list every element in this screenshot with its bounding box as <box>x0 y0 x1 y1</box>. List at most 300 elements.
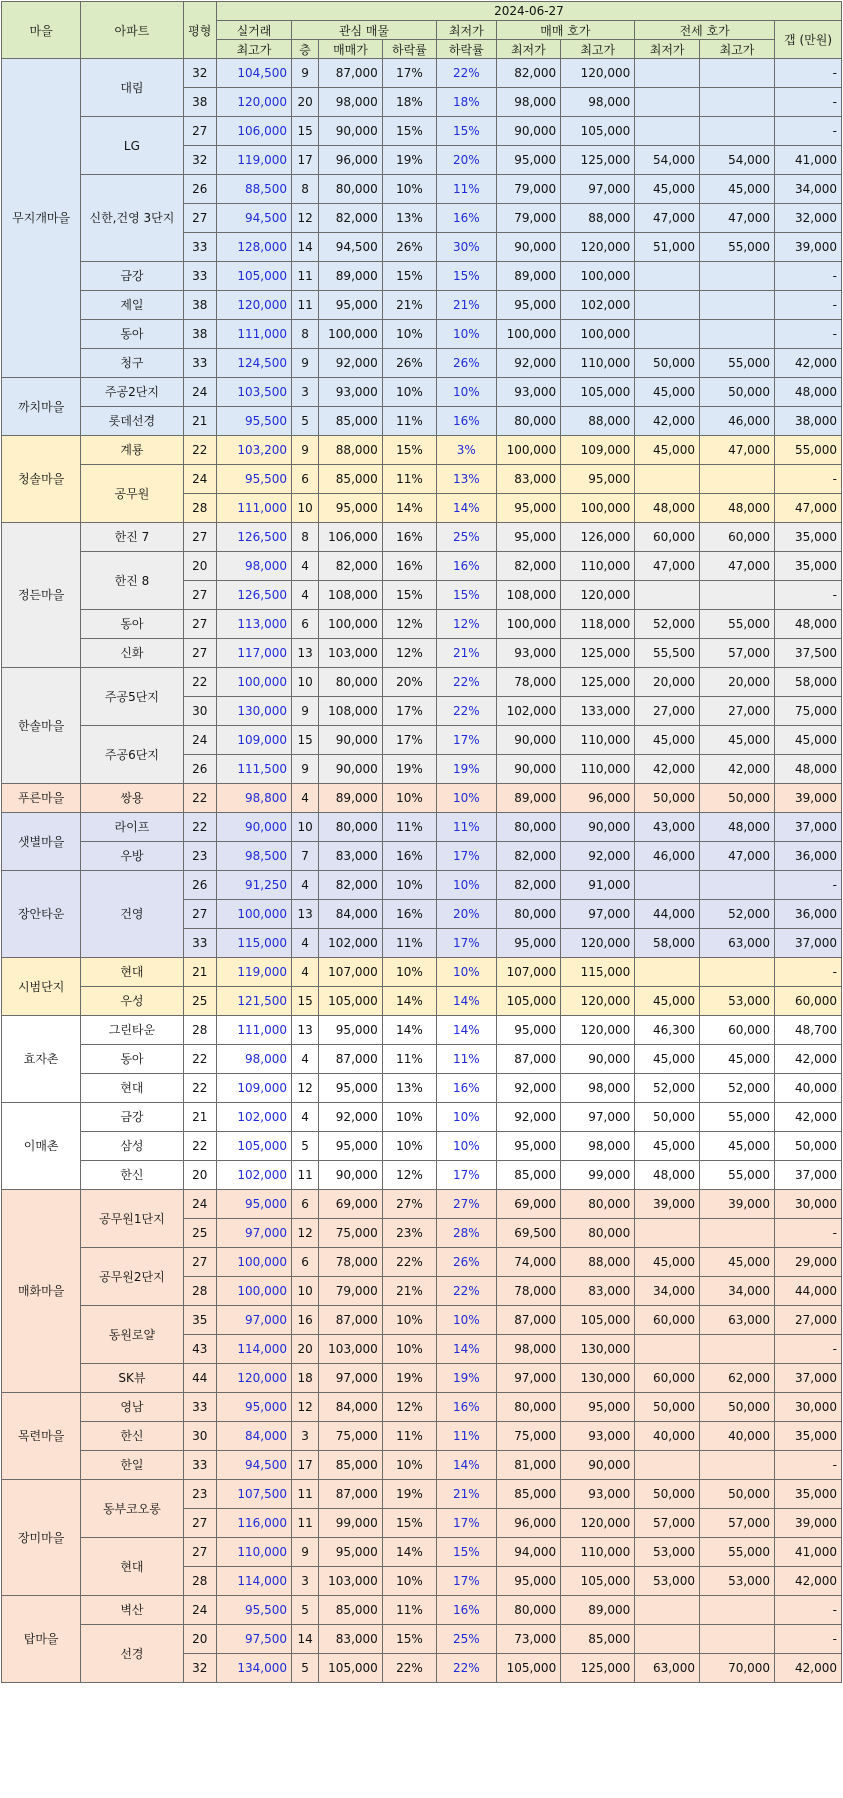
cell-price: 89,000 <box>319 262 383 291</box>
cell-sale-min: 83,000 <box>496 465 561 494</box>
cell-price: 89,000 <box>319 784 383 813</box>
cell-sale-min: 95,000 <box>496 1016 561 1045</box>
apartment-name: 신한,건영 3단지 <box>81 175 183 262</box>
village-name: 이매촌 <box>2 1103 81 1190</box>
cell-floor: 15 <box>292 987 319 1016</box>
cell-drop-rate: 11% <box>382 1045 436 1074</box>
cell-jeonse-min: 55,500 <box>635 639 700 668</box>
table-row <box>2 59 842 88</box>
cell-size: 24 <box>183 465 216 494</box>
cell-floor: 13 <box>292 1016 319 1045</box>
header-interest: 관심 매물 <box>292 21 437 40</box>
cell-jeonse-max: 55,000 <box>699 1103 774 1132</box>
cell-price: 84,000 <box>319 900 383 929</box>
cell-gap: 50,000 <box>775 1132 842 1161</box>
cell-floor: 9 <box>292 1538 319 1567</box>
cell-price: 79,000 <box>319 1277 383 1306</box>
cell-size: 32 <box>183 146 216 175</box>
cell-jeonse-max: 45,000 <box>699 1248 774 1277</box>
cell-gap: - <box>775 1625 842 1654</box>
cell-sale-min: 92,000 <box>496 1074 561 1103</box>
village-name: 시범단지 <box>2 958 81 1016</box>
cell-sale-max: 125,000 <box>561 639 635 668</box>
cell-sale-min: 80,000 <box>496 813 561 842</box>
cell-low-drop-rate: 30% <box>437 233 496 262</box>
cell-jeonse-max <box>699 59 774 88</box>
header-real-trade: 실거래 <box>216 21 291 40</box>
cell-real-max: 95,500 <box>216 1596 291 1625</box>
cell-drop-rate: 10% <box>382 958 436 987</box>
cell-sale-max: 125,000 <box>561 1654 635 1683</box>
cell-jeonse-max: 47,000 <box>699 204 774 233</box>
cell-price: 99,000 <box>319 1509 383 1538</box>
cell-jeonse-max: 50,000 <box>699 1393 774 1422</box>
cell-sale-max: 100,000 <box>561 262 635 291</box>
cell-size: 22 <box>183 1074 216 1103</box>
cell-sale-max: 90,000 <box>561 813 635 842</box>
header-price: 매매가 <box>319 40 383 59</box>
cell-low-drop-rate: 16% <box>437 1393 496 1422</box>
cell-gap: 42,000 <box>775 1654 842 1683</box>
cell-gap: 37,000 <box>775 1364 842 1393</box>
cell-gap: 48,000 <box>775 755 842 784</box>
cell-real-max: 106,000 <box>216 117 291 146</box>
cell-low-drop-rate: 14% <box>437 494 496 523</box>
cell-sale-min: 94,000 <box>496 1538 561 1567</box>
cell-jeonse-max: 55,000 <box>699 1161 774 1190</box>
price-table <box>1 1 842 1683</box>
cell-sale-max: 105,000 <box>561 1306 635 1335</box>
cell-drop-rate: 17% <box>382 697 436 726</box>
table-row <box>2 1074 842 1103</box>
apartment-name: 동원로얄 <box>81 1306 183 1364</box>
cell-jeonse-max <box>699 117 774 146</box>
cell-real-max: 114,000 <box>216 1567 291 1596</box>
cell-low-drop-rate: 17% <box>437 929 496 958</box>
apartment-name: 계룡 <box>81 436 183 465</box>
apartment-name: 한진 7 <box>81 523 183 552</box>
cell-sale-min: 78,000 <box>496 1277 561 1306</box>
cell-floor: 14 <box>292 233 319 262</box>
cell-real-max: 97,000 <box>216 1219 291 1248</box>
cell-sale-min: 69,000 <box>496 1190 561 1219</box>
cell-price: 95,000 <box>319 1132 383 1161</box>
cell-drop-rate: 26% <box>382 233 436 262</box>
cell-floor: 16 <box>292 1306 319 1335</box>
cell-price: 85,000 <box>319 1596 383 1625</box>
cell-jeonse-min: 52,000 <box>635 1074 700 1103</box>
cell-jeonse-max: 57,000 <box>699 639 774 668</box>
apartment-name: 대림 <box>81 59 183 117</box>
apartment-name: 공무원 <box>81 465 183 523</box>
cell-floor: 4 <box>292 929 319 958</box>
cell-drop-rate: 10% <box>382 1103 436 1132</box>
cell-jeonse-max: 40,000 <box>699 1422 774 1451</box>
cell-real-max: 98,500 <box>216 842 291 871</box>
header-row-1 <box>2 2 842 21</box>
cell-sale-max: 125,000 <box>561 146 635 175</box>
cell-size: 23 <box>183 1480 216 1509</box>
cell-jeonse-max: 60,000 <box>699 523 774 552</box>
cell-gap: 55,000 <box>775 436 842 465</box>
cell-price: 87,000 <box>319 1480 383 1509</box>
cell-real-max: 120,000 <box>216 88 291 117</box>
cell-price: 95,000 <box>319 291 383 320</box>
cell-drop-rate: 12% <box>382 639 436 668</box>
cell-floor: 12 <box>292 204 319 233</box>
cell-floor: 17 <box>292 146 319 175</box>
cell-price: 83,000 <box>319 1625 383 1654</box>
cell-sale-min: 80,000 <box>496 1596 561 1625</box>
cell-low-drop-rate: 14% <box>437 1451 496 1480</box>
cell-floor: 9 <box>292 755 319 784</box>
table-row <box>2 175 842 204</box>
table-row <box>2 1625 842 1654</box>
cell-price: 92,000 <box>319 349 383 378</box>
cell-drop-rate: 10% <box>382 1451 436 1480</box>
cell-size: 43 <box>183 1335 216 1364</box>
cell-floor: 11 <box>292 262 319 291</box>
cell-sale-max: 80,000 <box>561 1219 635 1248</box>
cell-size: 27 <box>183 1248 216 1277</box>
apartment-name: SK뷰 <box>81 1364 183 1393</box>
cell-price: 100,000 <box>319 320 383 349</box>
cell-price: 78,000 <box>319 1248 383 1277</box>
cell-low-drop-rate: 20% <box>437 900 496 929</box>
cell-drop-rate: 11% <box>382 1422 436 1451</box>
cell-jeonse-min: 45,000 <box>635 1045 700 1074</box>
cell-sale-max: 118,000 <box>561 610 635 639</box>
cell-drop-rate: 12% <box>382 1393 436 1422</box>
cell-jeonse-min <box>635 465 700 494</box>
cell-real-max: 111,500 <box>216 755 291 784</box>
cell-size: 33 <box>183 262 216 291</box>
cell-jeonse-max: 53,000 <box>699 1567 774 1596</box>
cell-floor: 10 <box>292 494 319 523</box>
cell-size: 24 <box>183 378 216 407</box>
cell-jeonse-min: 45,000 <box>635 175 700 204</box>
table-row <box>2 378 842 407</box>
cell-low-drop-rate: 16% <box>437 552 496 581</box>
cell-low-drop-rate: 26% <box>437 349 496 378</box>
table-row <box>2 842 842 871</box>
cell-gap: 39,000 <box>775 1509 842 1538</box>
cell-drop-rate: 10% <box>382 1132 436 1161</box>
cell-size: 25 <box>183 1219 216 1248</box>
cell-gap: 35,000 <box>775 1480 842 1509</box>
cell-size: 33 <box>183 1393 216 1422</box>
apartment-name: 공무원1단지 <box>81 1190 183 1248</box>
apartment-name: 금강 <box>81 1103 183 1132</box>
cell-real-max: 84,000 <box>216 1422 291 1451</box>
apartment-name: 한신 <box>81 1422 183 1451</box>
village-name: 탑마을 <box>2 1596 81 1683</box>
cell-jeonse-max: 54,000 <box>699 146 774 175</box>
cell-jeonse-min: 50,000 <box>635 1103 700 1132</box>
cell-floor: 11 <box>292 1161 319 1190</box>
cell-jeonse-min: 58,000 <box>635 929 700 958</box>
apartment-name: 동아 <box>81 1045 183 1074</box>
cell-low-drop-rate: 17% <box>437 842 496 871</box>
table-row <box>2 639 842 668</box>
cell-real-max: 134,000 <box>216 1654 291 1683</box>
cell-gap: 42,000 <box>775 349 842 378</box>
cell-real-max: 98,000 <box>216 552 291 581</box>
cell-jeonse-min: 34,000 <box>635 1277 700 1306</box>
cell-gap: 48,700 <box>775 1016 842 1045</box>
cell-price: 108,000 <box>319 697 383 726</box>
cell-sale-max: 105,000 <box>561 378 635 407</box>
cell-drop-rate: 17% <box>382 59 436 88</box>
cell-jeonse-max: 55,000 <box>699 1538 774 1567</box>
cell-sale-max: 110,000 <box>561 349 635 378</box>
cell-sale-min: 82,000 <box>496 871 561 900</box>
cell-sale-min: 95,000 <box>496 1132 561 1161</box>
cell-sale-max: 126,000 <box>561 523 635 552</box>
table-row <box>2 349 842 378</box>
cell-size: 20 <box>183 1161 216 1190</box>
cell-size: 26 <box>183 755 216 784</box>
header-low-drop-rate: 하락률 <box>437 40 496 59</box>
cell-gap: 35,000 <box>775 1422 842 1451</box>
apartment-name: 라이프 <box>81 813 183 842</box>
apartment-name: 한신 <box>81 1161 183 1190</box>
table-row <box>2 1132 842 1161</box>
table-row <box>2 1045 842 1074</box>
header-drop-rate: 하락률 <box>382 40 436 59</box>
header-gap: 갭 (만원) <box>775 21 842 59</box>
cell-price: 80,000 <box>319 668 383 697</box>
cell-gap: 30,000 <box>775 1190 842 1219</box>
cell-drop-rate: 19% <box>382 1364 436 1393</box>
village-name: 청솔마을 <box>2 436 81 523</box>
cell-jeonse-max: 20,000 <box>699 668 774 697</box>
cell-size: 30 <box>183 1422 216 1451</box>
cell-size: 30 <box>183 697 216 726</box>
cell-sale-min: 80,000 <box>496 900 561 929</box>
cell-sale-min: 73,000 <box>496 1625 561 1654</box>
header-jeonse-ask: 전세 호가 <box>635 21 775 40</box>
cell-size: 27 <box>183 523 216 552</box>
cell-real-max: 120,000 <box>216 1364 291 1393</box>
cell-jeonse-min: 42,000 <box>635 407 700 436</box>
cell-jeonse-max: 50,000 <box>699 784 774 813</box>
cell-gap: 48,000 <box>775 610 842 639</box>
cell-sale-min: 105,000 <box>496 1654 561 1683</box>
cell-real-max: 95,000 <box>216 1393 291 1422</box>
cell-real-max: 126,500 <box>216 523 291 552</box>
cell-sale-min: 82,000 <box>496 59 561 88</box>
cell-floor: 12 <box>292 1219 319 1248</box>
cell-drop-rate: 19% <box>382 146 436 175</box>
cell-drop-rate: 15% <box>382 436 436 465</box>
cell-gap: - <box>775 871 842 900</box>
cell-jeonse-max <box>699 1625 774 1654</box>
cell-jeonse-max: 45,000 <box>699 1045 774 1074</box>
cell-low-drop-rate: 19% <box>437 755 496 784</box>
cell-jeonse-min: 50,000 <box>635 1393 700 1422</box>
cell-drop-rate: 11% <box>382 813 436 842</box>
header-village: 마을 <box>2 2 81 59</box>
cell-price: 106,000 <box>319 523 383 552</box>
cell-jeonse-max <box>699 1335 774 1364</box>
cell-gap: 42,000 <box>775 1567 842 1596</box>
cell-low-drop-rate: 21% <box>437 291 496 320</box>
cell-size: 22 <box>183 784 216 813</box>
cell-size: 35 <box>183 1306 216 1335</box>
cell-sale-max: 85,000 <box>561 1625 635 1654</box>
cell-jeonse-min: 50,000 <box>635 784 700 813</box>
cell-low-drop-rate: 16% <box>437 1074 496 1103</box>
cell-jeonse-max: 48,000 <box>699 813 774 842</box>
cell-sale-min: 69,500 <box>496 1219 561 1248</box>
cell-price: 105,000 <box>319 1654 383 1683</box>
cell-gap: - <box>775 1335 842 1364</box>
cell-price: 93,000 <box>319 378 383 407</box>
header-low-drop: 최저가 <box>437 21 496 40</box>
cell-drop-rate: 20% <box>382 668 436 697</box>
cell-price: 96,000 <box>319 146 383 175</box>
table-row <box>2 1364 842 1393</box>
cell-size: 32 <box>183 59 216 88</box>
cell-price: 82,000 <box>319 552 383 581</box>
cell-price: 95,000 <box>319 1538 383 1567</box>
cell-floor: 5 <box>292 407 319 436</box>
cell-sale-min: 95,000 <box>496 291 561 320</box>
cell-gap: - <box>775 262 842 291</box>
table-row <box>2 1538 842 1567</box>
table-row <box>2 1480 842 1509</box>
cell-jeonse-min: 47,000 <box>635 552 700 581</box>
cell-price: 92,000 <box>319 1103 383 1132</box>
cell-jeonse-min: 47,000 <box>635 204 700 233</box>
cell-sale-min: 79,000 <box>496 175 561 204</box>
cell-jeonse-max: 52,000 <box>699 1074 774 1103</box>
table-row <box>2 523 842 552</box>
cell-floor: 14 <box>292 1625 319 1654</box>
village-name: 매화마을 <box>2 1190 81 1393</box>
apartment-name: 주공2단지 <box>81 378 183 407</box>
cell-price: 82,000 <box>319 204 383 233</box>
cell-size: 27 <box>183 900 216 929</box>
cell-jeonse-max <box>699 871 774 900</box>
cell-real-max: 90,000 <box>216 813 291 842</box>
apartment-name: LG <box>81 117 183 175</box>
cell-sale-max: 93,000 <box>561 1480 635 1509</box>
cell-size: 38 <box>183 88 216 117</box>
table-row <box>2 813 842 842</box>
cell-gap: 42,000 <box>775 1103 842 1132</box>
cell-jeonse-max: 47,000 <box>699 436 774 465</box>
cell-drop-rate: 12% <box>382 1161 436 1190</box>
cell-jeonse-min: 48,000 <box>635 1161 700 1190</box>
cell-real-max: 107,500 <box>216 1480 291 1509</box>
cell-gap: - <box>775 88 842 117</box>
cell-drop-rate: 11% <box>382 407 436 436</box>
cell-price: 103,000 <box>319 1567 383 1596</box>
cell-price: 107,000 <box>319 958 383 987</box>
village-name: 샛별마을 <box>2 813 81 871</box>
cell-jeonse-max: 55,000 <box>699 349 774 378</box>
village-name: 푸른마을 <box>2 784 81 813</box>
cell-floor: 9 <box>292 436 319 465</box>
cell-sale-min: 87,000 <box>496 1045 561 1074</box>
cell-jeonse-min <box>635 1596 700 1625</box>
cell-jeonse-max: 70,000 <box>699 1654 774 1683</box>
cell-sale-max: 105,000 <box>561 1567 635 1596</box>
cell-size: 27 <box>183 204 216 233</box>
table-row <box>2 987 842 1016</box>
apartment-name: 우성 <box>81 987 183 1016</box>
cell-size: 21 <box>183 958 216 987</box>
cell-drop-rate: 19% <box>382 1480 436 1509</box>
cell-drop-rate: 11% <box>382 929 436 958</box>
cell-floor: 20 <box>292 88 319 117</box>
cell-jeonse-min <box>635 117 700 146</box>
cell-low-drop-rate: 26% <box>437 1248 496 1277</box>
cell-jeonse-max <box>699 958 774 987</box>
cell-floor: 10 <box>292 813 319 842</box>
cell-jeonse-max <box>699 581 774 610</box>
cell-floor: 4 <box>292 581 319 610</box>
apartment-name: 그린타운 <box>81 1016 183 1045</box>
cell-low-drop-rate: 10% <box>437 1132 496 1161</box>
cell-size: 28 <box>183 1016 216 1045</box>
cell-real-max: 119,000 <box>216 146 291 175</box>
cell-jeonse-max <box>699 1219 774 1248</box>
cell-jeonse-max: 63,000 <box>699 1306 774 1335</box>
cell-gap: - <box>775 465 842 494</box>
cell-sale-min: 92,000 <box>496 1103 561 1132</box>
cell-low-drop-rate: 10% <box>437 320 496 349</box>
cell-floor: 18 <box>292 1364 319 1393</box>
cell-sale-max: 99,000 <box>561 1161 635 1190</box>
table-row <box>2 552 842 581</box>
cell-real-max: 100,000 <box>216 668 291 697</box>
table-row <box>2 726 842 755</box>
cell-sale-max: 100,000 <box>561 494 635 523</box>
cell-price: 98,000 <box>319 88 383 117</box>
cell-gap: 60,000 <box>775 987 842 1016</box>
cell-drop-rate: 13% <box>382 1074 436 1103</box>
cell-low-drop-rate: 10% <box>437 378 496 407</box>
cell-sale-min: 81,000 <box>496 1451 561 1480</box>
cell-drop-rate: 15% <box>382 1625 436 1654</box>
cell-sale-min: 95,000 <box>496 494 561 523</box>
cell-sale-min: 100,000 <box>496 320 561 349</box>
cell-gap: 44,000 <box>775 1277 842 1306</box>
cell-floor: 8 <box>292 175 319 204</box>
cell-drop-rate: 10% <box>382 784 436 813</box>
cell-gap: 34,000 <box>775 175 842 204</box>
cell-real-max: 128,000 <box>216 233 291 262</box>
cell-size: 27 <box>183 639 216 668</box>
cell-low-drop-rate: 17% <box>437 726 496 755</box>
cell-jeonse-max: 46,000 <box>699 407 774 436</box>
cell-size: 22 <box>183 813 216 842</box>
cell-sale-max: 97,000 <box>561 175 635 204</box>
cell-floor: 10 <box>292 668 319 697</box>
cell-size: 33 <box>183 1451 216 1480</box>
cell-jeonse-min: 53,000 <box>635 1538 700 1567</box>
cell-gap: 41,000 <box>775 146 842 175</box>
cell-real-max: 97,500 <box>216 1625 291 1654</box>
cell-jeonse-min: 39,000 <box>635 1190 700 1219</box>
cell-drop-rate: 17% <box>382 726 436 755</box>
cell-low-drop-rate: 10% <box>437 958 496 987</box>
apartment-name: 롯데선경 <box>81 407 183 436</box>
cell-low-drop-rate: 11% <box>437 175 496 204</box>
